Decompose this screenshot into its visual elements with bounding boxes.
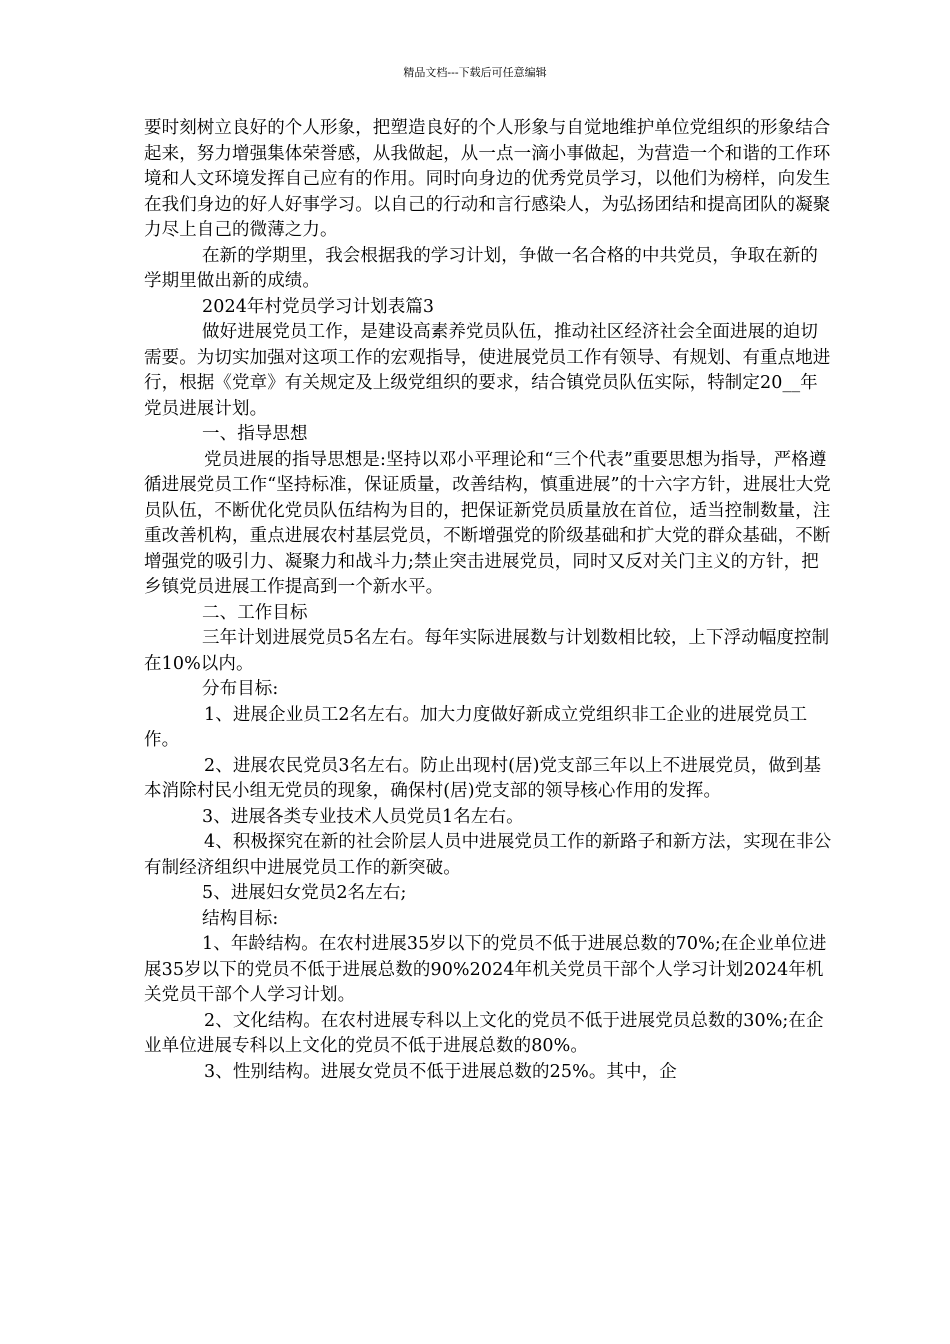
section-title: 2024年村党员学习计划表篇3 [202,296,435,317]
list-item: 3、进展各类专业技术人员党员1名左右。 [202,806,524,827]
list-item: 4、积极探究在新的社会阶层人员中进展党员工作的新路子和新方法，实现在非公有制经济组织中进展党员工作的新突破。 [144,832,832,878]
page-header: 精品文档---下载后可任意编辑 [403,66,547,79]
list-item: 5、进展妇女党员2名左右; [202,883,407,903]
heading-structure-goals: 结构目标: [202,908,279,929]
list-item: 2、进展农民党员3名左右。防止出现村(居)党支部三年以上不进展党员，做到基本消除村民小组无党员的现象，确保村(居)党支部的领导核心作用的发挥。 [144,755,822,801]
list-item: 1、年龄结构。在农村进展35岁以下的党员不低于进展总数的70%;在企业单位进展35岁以下的党员不低于进展总数的90%2024年机关党员干部个人学习计划2024年机关党员干部个人学习计划。 [144,934,827,1005]
paragraph-three-year-plan: 三年计划进展党员5名左右。每年实际进展数与计划数相比较，上下浮动幅度控制在10%以内。 [144,628,830,674]
paragraph-guiding-ideology: 党员进展的指导思想是:坚持以邓小平理论和“三个代表”重要思想为指导，严格遵循进展党员工作“坚持标准，保证质量，改善结构，慎重进展”的十六字方针，进展壮大党员队伍，不断优化党员队伍结构为目的，把保证新党员质量放在首位，适当控制数量，注重改善机构，重点进展农村基层党员，不断增强党的阶级基础和扩大党的群众基础，不断增强党的吸引力、凝聚力和战斗力;禁止突击进展党员，同时又反对关门主义的方针，把乡镇党员进展工作提高到一个新水平。 [144,449,831,597]
paragraph-intro-continued: 要时刻树立良好的个人形象，把塑造良好的个人形象与自觉地维护单位党组织的形象结合起来，努力增强集体荣誉感，从我做起，从一点一滴小事做起，为营造一个和谐的工作环境和人文环境发挥自己应有的作用。同时向身边的优秀党员学习，以他们为榜样，向发生在我们身边的好人好事学习。以自己的行动和言行感染人，为弘扬团结和提高团队的凝聚力尽上自己的微薄之力。 [144,118,831,240]
list-item: 3、性别结构。进展女党员不低于进展总数的25%。其中，企 [204,1061,677,1082]
list-item: 1、进展企业员工2名左右。加大力度做好新成立党组织非工企业的进展党员工作。 [144,704,808,750]
heading-guiding-ideology: 一、指导思想 [202,424,308,444]
list-item: 2、文化结构。在农村进展专科以上文化的党员不低于进展党员总数的30%;在企业单位进展专科以上文化的党员不低于进展总数的80%。 [144,1010,824,1056]
heading-distribution-goals: 分布目标: [202,679,279,699]
paragraph-development-intro: 做好进展党员工作，是建设高素养党员队伍，推动社区经济社会全面进展的迫切需要。为切实加强对这项工作的宏观指导，使进展党员工作有领导、有规划、有重点地进行，根据《党章》有关规定及上级党组织的要求，结合镇党员队伍实际，特制定20__年党员进展计划。 [144,322,831,419]
paragraph-study-plan: 在新的学期里，我会根据我的学习计划，争做一名合格的中共党员，争取在新的学期里做出新的成绩。 [144,245,818,291]
document-body [144,116,834,1085]
heading-work-goals: 二、工作目标 [202,602,308,623]
